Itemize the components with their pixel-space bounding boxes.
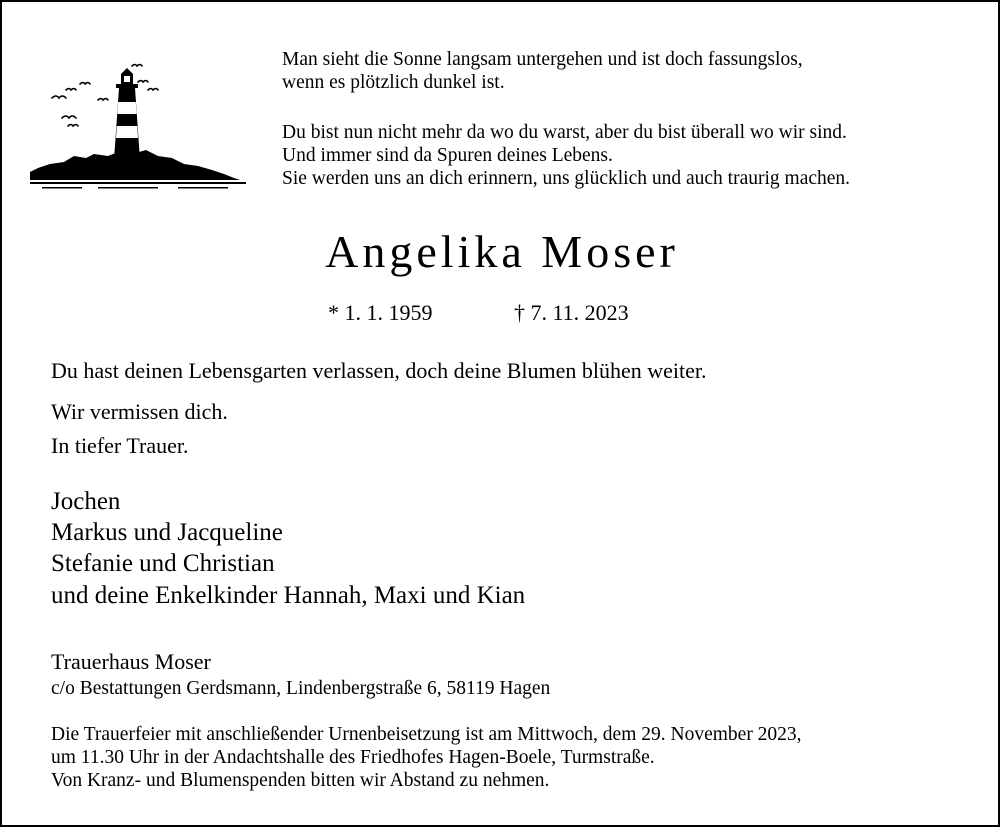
ceremony-line: um 11.30 Uhr in der Andachtshalle des Friedhofes Hagen-Boele, Turmstraße. bbox=[51, 747, 655, 768]
death-date: † 7. 11. 2023 bbox=[514, 300, 629, 325]
message-line: In tiefer Trauer. bbox=[51, 433, 189, 458]
family-member: Jochen bbox=[51, 488, 121, 515]
poem-line: Man sieht die Sonne langsam untergehen und ist doch fassungslos, bbox=[282, 49, 803, 70]
poem-line: Und immer sind da Spuren deines Lebens. bbox=[282, 145, 613, 166]
quote-text: Du hast deinen Lebensgarten verlassen, doch deine Blumen blühen weiter. bbox=[51, 358, 707, 383]
poem-line: wenn es plötzlich dunkel ist. bbox=[282, 72, 505, 93]
family-member: Markus und Jacqueline bbox=[51, 519, 283, 546]
deceased-name: Angelika Moser bbox=[325, 226, 679, 277]
address-line: c/o Bestattungen Gerdsmann, Lindenbergstraße 6, 58119 Hagen bbox=[51, 678, 551, 699]
ceremony-line: Die Trauerfeier mit anschließender Urnenbeisetzung ist am Mittwoch, dem 29. November 2023, bbox=[51, 724, 802, 745]
poem-line: Du bist nun nicht mehr da wo du warst, aber du bist überall wo wir sind. bbox=[282, 122, 847, 143]
poem-line: Sie werden uns an dich erinnern, uns glücklich und auch traurig machen. bbox=[282, 168, 851, 189]
message-line: Wir vermissen dich. bbox=[51, 399, 228, 424]
ceremony-line: Von Kranz- und Blumenspenden bitten wir Abstand zu nehmen. bbox=[51, 770, 550, 791]
birth-date: * 1. 1. 1959 bbox=[328, 300, 433, 325]
mourning-house: Trauerhaus Moser bbox=[51, 649, 211, 674]
family-member: und deine Enkelkinder Hannah, Maxi und Kian bbox=[51, 582, 526, 609]
lighthouse-icon bbox=[28, 60, 250, 192]
family-member: Stefanie und Christian bbox=[51, 550, 275, 577]
